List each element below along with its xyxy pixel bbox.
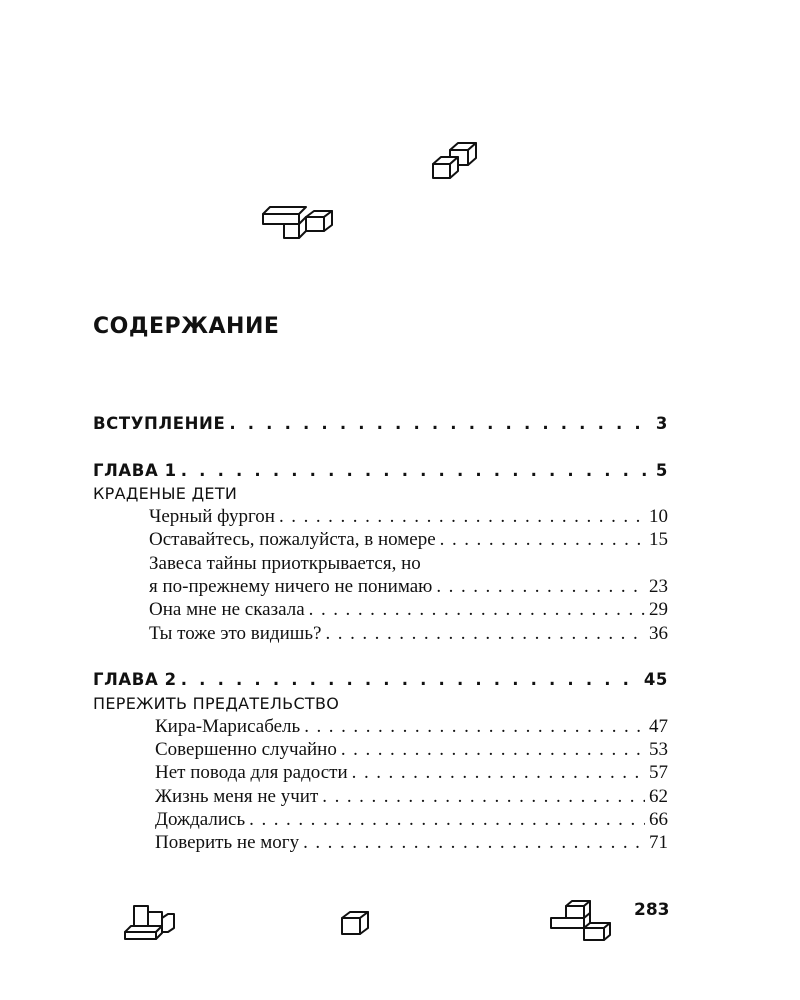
dot-leader [322, 785, 645, 808]
toc-chapter-2-row[interactable] [93, 668, 668, 691]
dot-leader [325, 622, 645, 645]
toc-section-row[interactable] [93, 622, 668, 645]
toc-chapter-title: ПЕРЕЖИТЬ ПРЕДАТЕЛЬСТВО [93, 693, 340, 713]
dot-leader [309, 598, 645, 621]
page-title: СОДЕРЖАНИЕ [93, 314, 280, 339]
toc-chapter-page: 5 [655, 460, 668, 480]
toc-section-label: Поверить не могу [155, 832, 300, 854]
toc-chapter-page: 45 [643, 670, 668, 690]
toc-intro-page: 3 [655, 414, 668, 433]
toc-section-row[interactable] [93, 738, 668, 761]
toc-section-page: 66 [649, 809, 668, 831]
toc-section-label: Жизнь меня не учит [155, 785, 319, 807]
toc-intro-row[interactable] [93, 412, 668, 435]
toc-section-page: 15 [649, 529, 668, 551]
toc-section-row-line1[interactable] [93, 552, 668, 575]
toc-section-page: 23 [649, 576, 668, 598]
toc-chapter-title: КРАДЕНЫЕ ДЕТИ [93, 483, 238, 503]
cube-icon [338, 908, 374, 938]
dot-leader [303, 831, 645, 854]
toc-section-page: 36 [649, 622, 668, 644]
toc-chapter-label: ГЛАВА 1 [93, 460, 177, 480]
toc-section-label: Оставайтесь, пожалуйста, в номере [149, 529, 436, 551]
dot-leader [341, 738, 645, 761]
toc-section-row[interactable] [93, 598, 668, 621]
dot-leader [436, 575, 645, 598]
toc-section-row[interactable] [93, 808, 668, 831]
toc-section-page: 47 [649, 715, 668, 737]
toc-section-label: Ты тоже это видишь? [149, 622, 322, 644]
dot-leader [352, 761, 645, 784]
cube-cluster-icon [548, 898, 614, 944]
cube-cluster-icon [122, 902, 178, 942]
toc-section-label: я по-прежнему ничего не понимаю [149, 576, 433, 598]
dot-leader [440, 528, 645, 551]
cube-cluster-icon [430, 140, 482, 182]
page-number: 283 [634, 900, 670, 920]
toc-section-label: Совершенно случайно [155, 739, 337, 761]
toc-section-row[interactable] [93, 575, 668, 598]
toc-intro-label: ВСТУПЛЕНИЕ [93, 414, 226, 433]
toc-section-page: 53 [649, 739, 668, 761]
dot-leader [229, 412, 652, 435]
toc-section-row[interactable] [93, 715, 668, 738]
dot-leader [181, 668, 640, 691]
toc-chapter-1-row[interactable] [93, 459, 668, 482]
toc-section-label: Она мне не сказала [149, 599, 305, 621]
dot-leader [279, 505, 645, 528]
toc-section-label: Нет повода для радости [155, 762, 348, 784]
cube-cluster-icon [260, 202, 336, 242]
toc-section-page: 10 [649, 506, 668, 528]
toc-section-row[interactable] [93, 785, 668, 808]
toc-section-row[interactable] [93, 761, 668, 784]
dot-leader [181, 459, 652, 482]
toc-section-row[interactable] [93, 505, 668, 528]
dot-leader [249, 808, 645, 831]
toc-section-page: 29 [649, 599, 668, 621]
table-of-contents [93, 412, 668, 855]
toc-section-label: Дождались [155, 809, 246, 831]
toc-section-page: 57 [649, 762, 668, 784]
toc-section-label: Черный фургон [149, 506, 275, 528]
toc-section-page: 62 [649, 785, 668, 807]
toc-section-label-line1: Завеса тайны приоткрывается, но [149, 552, 421, 574]
toc-section-page: 71 [649, 832, 668, 854]
toc-section-label: Кира-Марисабель [155, 715, 301, 737]
toc-section-row[interactable] [93, 831, 668, 854]
dot-leader [304, 715, 645, 738]
toc-chapter-label: ГЛАВА 2 [93, 670, 177, 690]
toc-section-row[interactable] [93, 528, 668, 551]
